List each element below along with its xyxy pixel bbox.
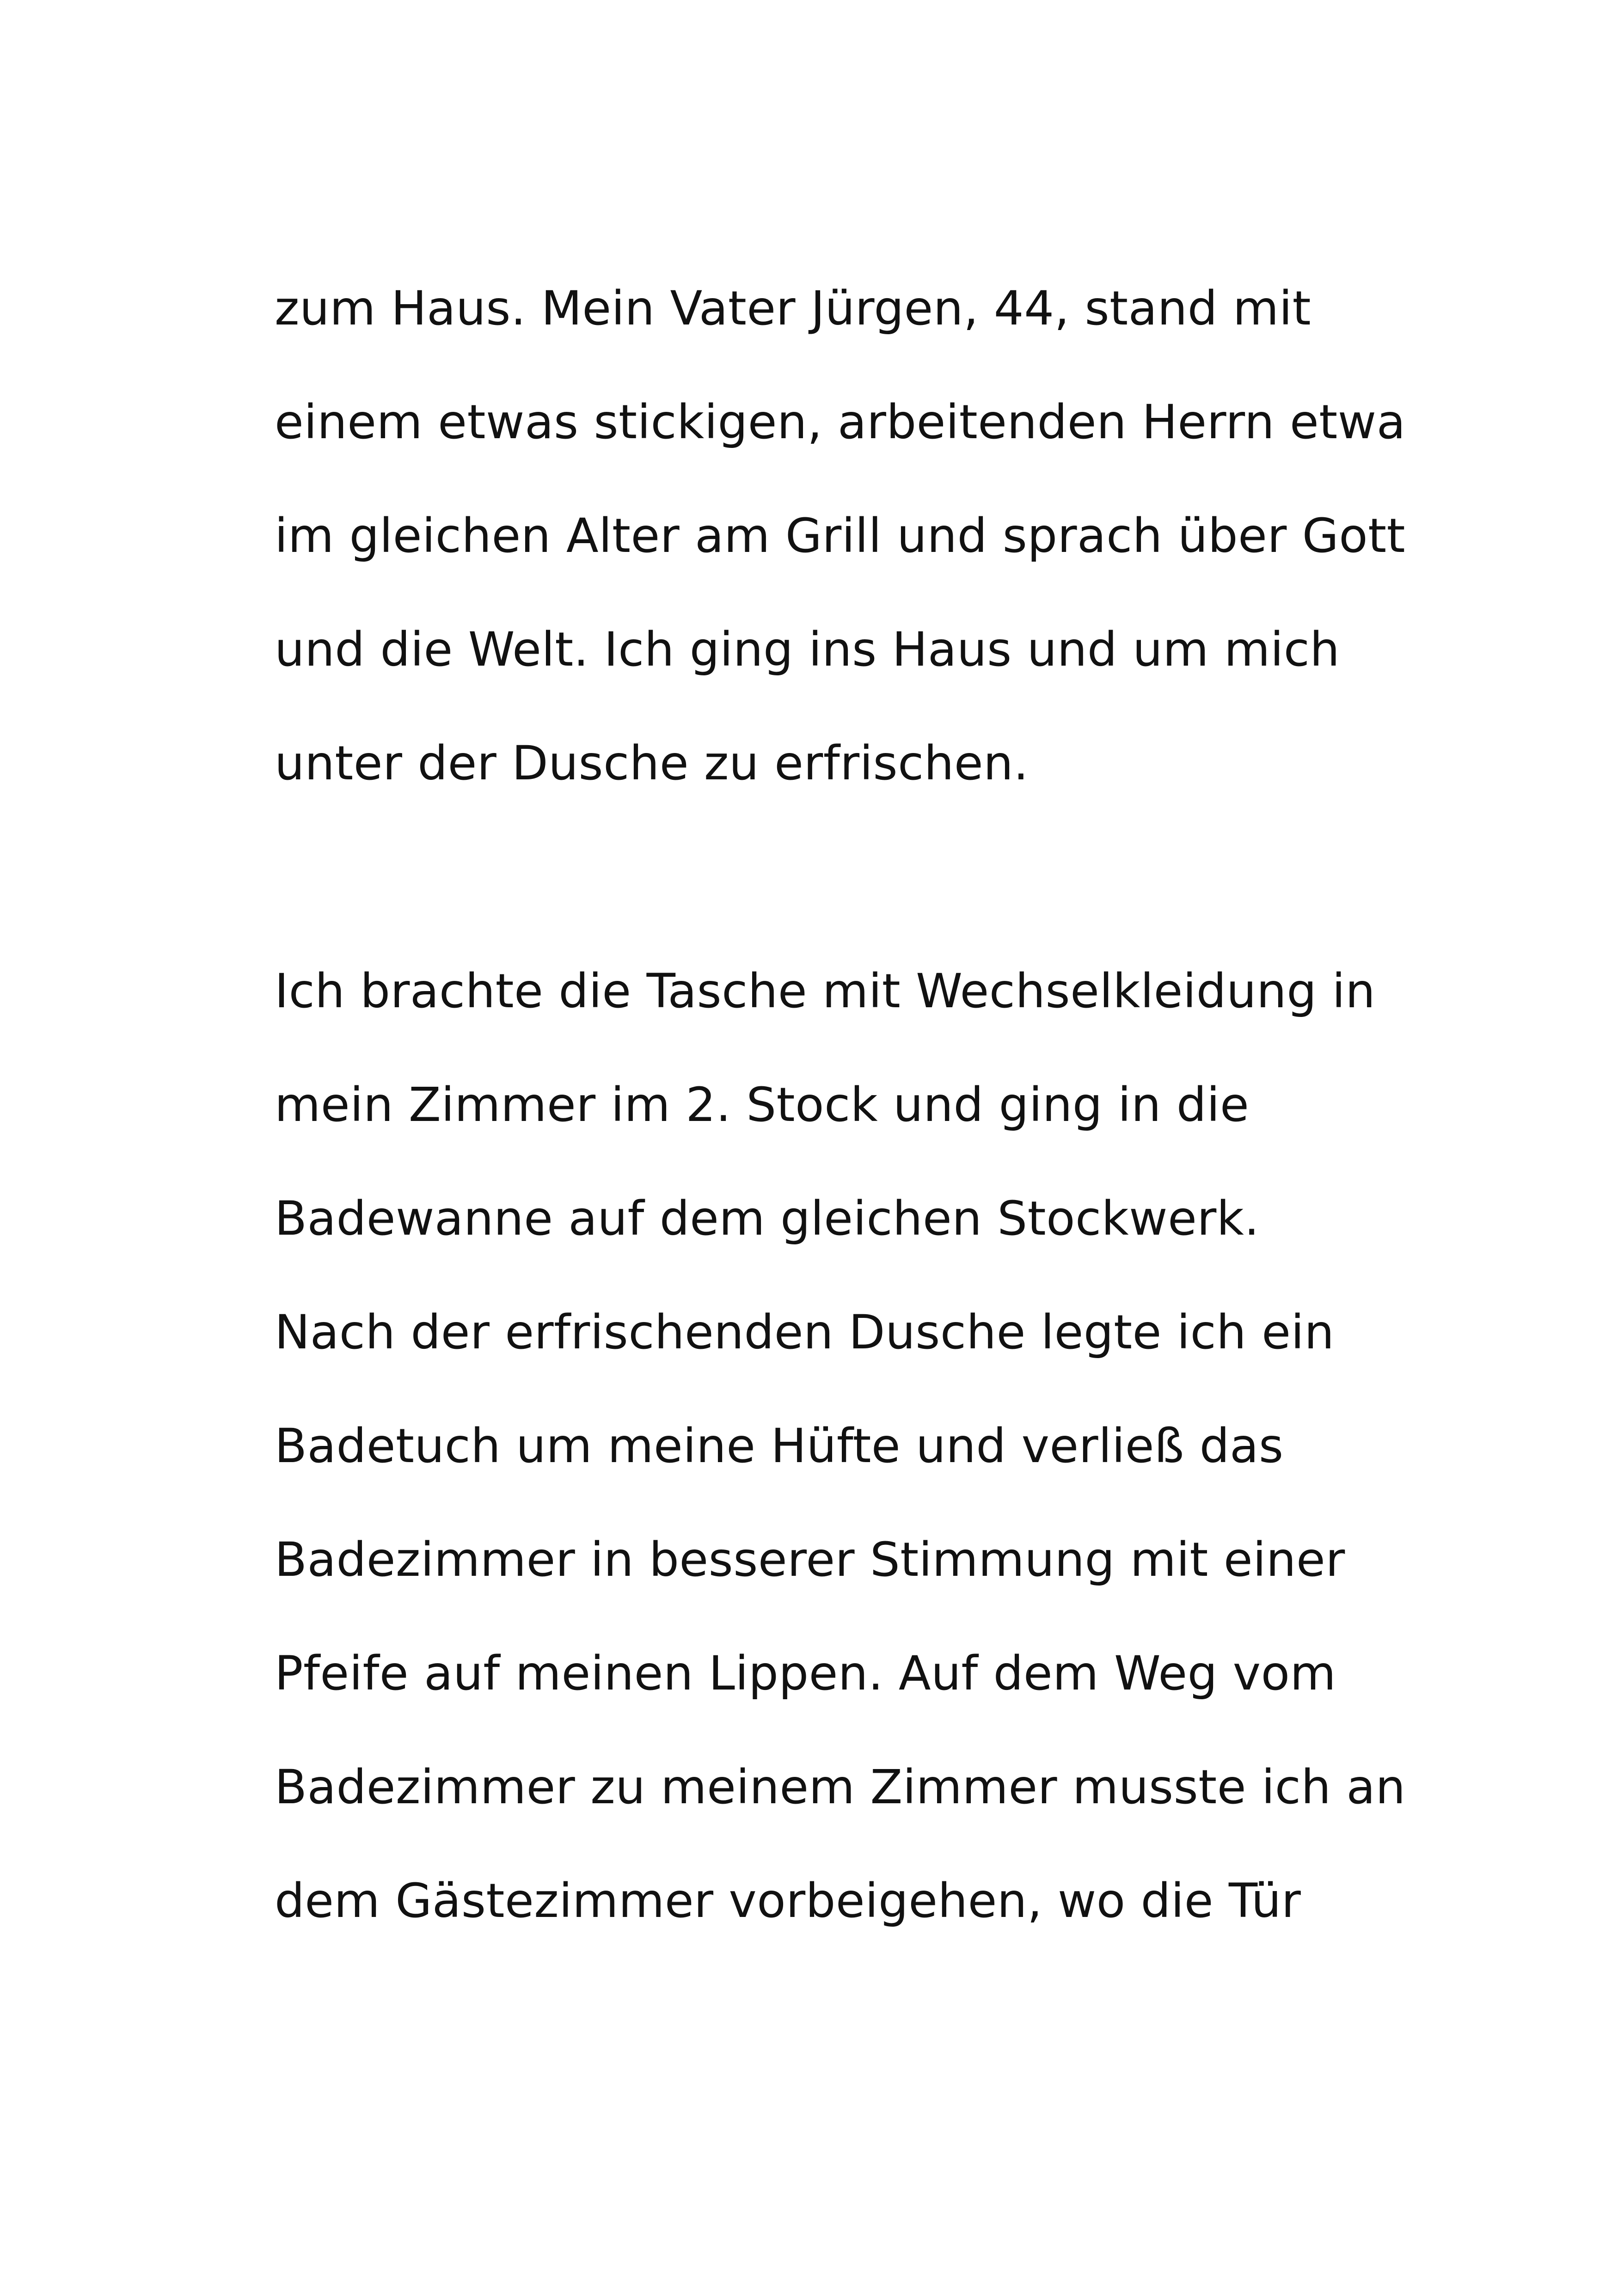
text-line: Badezimmer in besserer Stimmung mit einer — [275, 1532, 1345, 1587]
text-line: Nach der erfrischenden Dusche legte ich ein — [275, 1305, 1335, 1360]
text-line: zum Haus. Mein Vater Jürgen, 44, stand mit — [275, 281, 1312, 336]
text-line: und die Welt. Ich ging ins Haus und um mich — [275, 622, 1340, 677]
text-line: unter der Dusche zu erfrischen. — [275, 736, 1029, 791]
paragraph-1 — [275, 252, 1407, 820]
text-line: Ich brachte die Tasche mit Wechselkleidung in — [275, 964, 1376, 1019]
text-line: Badetuch um meine Hüfte und verließ das — [275, 1419, 1284, 1474]
paragraph-2 — [275, 935, 1407, 1958]
text-line: Pfeife auf meinen Lippen. Auf dem Weg vom — [275, 1646, 1336, 1701]
text-line: im gleichen Alter am Grill und sprach über Gott — [275, 508, 1406, 563]
text-line: Badezimmer zu meinem Zimmer musste ich an — [275, 1760, 1406, 1815]
text-line: mein Zimmer im 2. Stock und ging in die — [275, 1078, 1250, 1133]
text-line: einem etwas stickigen, arbeitenden Herrn etwa — [275, 395, 1406, 450]
text-line: dem Gästezimmer vorbeigehen, wo die Tür — [275, 1874, 1301, 1929]
text-line: Badewanne auf dem gleichen Stockwerk. — [275, 1191, 1260, 1246]
